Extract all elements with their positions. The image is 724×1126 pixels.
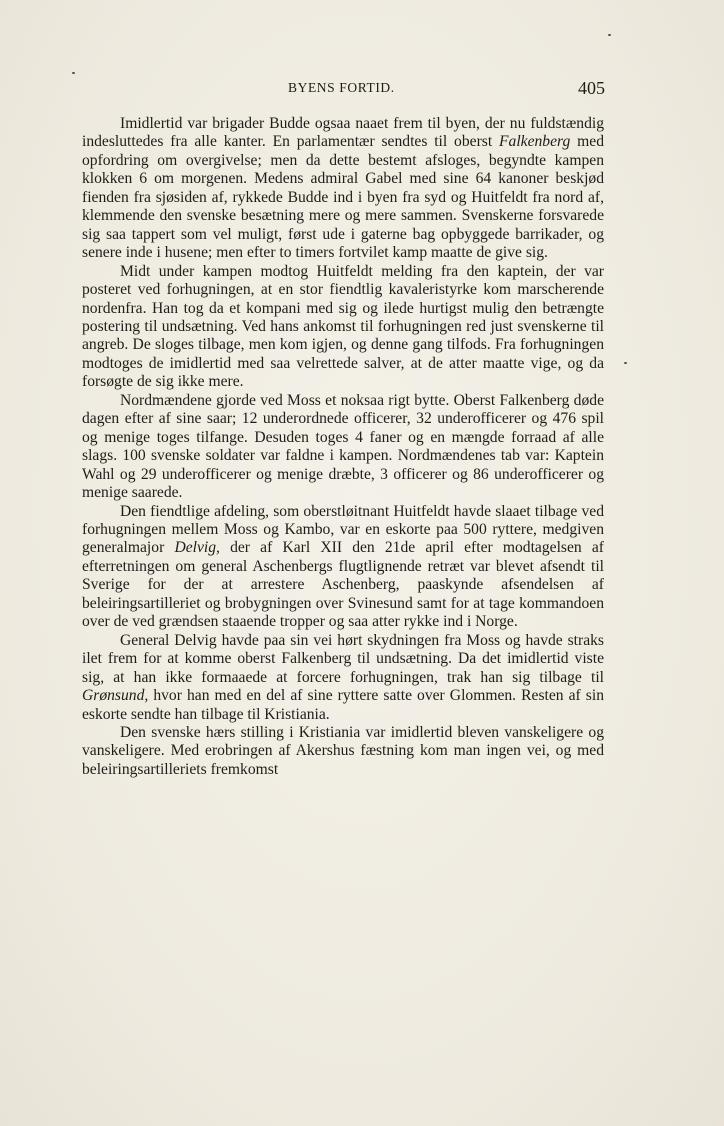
scan-speck <box>72 72 75 74</box>
body-text <box>82 115 604 779</box>
paragraph-text: Den svenske hærs stilling i Kristiania var imidlertid bleven vanskeligere og vanskeligere. Med erobringen af Akershus fæstning kom man ingen vei, og med beleiringsartilleriets fremkomst <box>82 723 604 778</box>
paragraph-text: med opfordring om overgivelse; men da dette bestemt afsloges, begyndte kampen klokken 6 om morgenen. Medens admiral Gabel med sine 64 kanoner beskjød fienden fra sjøsiden af, rykkede Budde ind i byen fra syd og Huitfeldt fra nord af, klemmende den svenske besætning mere og mere sammen. Svenskerne forsvarede sig saa tappert som vel muligt, først ude i gaterne bag opbyggede barrikader, og senere inde i husene; men efter to timers fortvilet kamp maatte de give sig. <box>82 133 604 262</box>
paragraph <box>82 503 604 632</box>
italic-name: Falkenberg <box>499 133 571 151</box>
scan-speck <box>624 362 627 364</box>
paragraph-text: der af Karl XII den 21de april efter modtagelsen af efterretningen om general Aschenbergs flugtlignende retræt var blevet afsendt til Sverige for der at arrestere Aschenberg, paaskynde afsendelsen af beleiringsartilleriet og brobygningen over Svinesund samt for at tage kommandoen over de ved grændsen staaende tropper og saa atter rykke ind i Norge. <box>82 539 604 631</box>
italic-name: Grønsund, <box>82 687 149 705</box>
paragraph <box>82 392 604 503</box>
paragraph-text: Midt under kampen modtog Huitfeldt melding fra den kaptein, der var posteret ved forhugningen, at en stor fiendtlig kavaleristyrke kom marscherende nordenfra. Han tog da et kompani med sig og ilede hurtigst mulig den betrængte postering til undsætning. Ved hans ankomst til forhugningen red just svenskerne til angreb. De sloges tilbage, men kom igjen, og denne gang tilfods. Fra forhugningen modtoges de imidlertid med saa velrettede salver, at de atter maatte vige, og da forsøgte de sig ikke mere. <box>82 262 604 391</box>
paragraph-text: hvor han med en del af sine ryttere satte over Glommen. Resten af sin eskorte sendte han tilbage til Kristiania. <box>82 687 604 723</box>
paragraph <box>82 724 604 779</box>
italic-name: Delvig, <box>174 539 220 557</box>
paragraph <box>82 632 604 724</box>
running-title: BYENS FORTID. <box>288 80 395 95</box>
page-number: 405 <box>578 78 605 98</box>
paragraph <box>82 115 604 263</box>
scan-speck <box>608 34 611 36</box>
paragraph-text: General Delvig havde paa sin vei hørt skydningen fra Moss og havde straks ilet frem for at komme oberst Falkenberg til undsætning. Da det imidlertid viste sig, at han ikke formaaede at forcere forhugningen, trak han sig tilbage til <box>82 631 604 686</box>
paragraph-text: Den fiendtlige afdeling, som oberstløitnant Huitfeldt havde slaaet tilbage ved forhugningen mellem Moss og Kambo, var en eskorte paa 500 ryttere, medgiven generalmajor <box>82 502 604 557</box>
paragraph <box>82 263 604 392</box>
paragraph-text: Nordmændene gjorde ved Moss et noksaa rigt bytte. Oberst Falkenberg døde dagen efter af sine saar; 12 underordnede officerer, 32 underofficerer og 476 spil og menige toges tilfange. Desuden toges 4 faner og en mængde forraad af alle slags. 100 svenske soldater var faldne i kampen. Nordmændenes tab var: Kaptein Wahl og 29 underofficerer og menige dræbte, 3 officerer og 86 underofficerer og menige saarede. <box>82 391 604 502</box>
running-head <box>0 78 724 98</box>
paragraph-text: Imidlertid var brigader Budde ogsaa naaet frem til byen, der nu fuldstændig indesluttedes fra alle kanter. En parlamentær sendtes til oberst <box>82 115 604 151</box>
